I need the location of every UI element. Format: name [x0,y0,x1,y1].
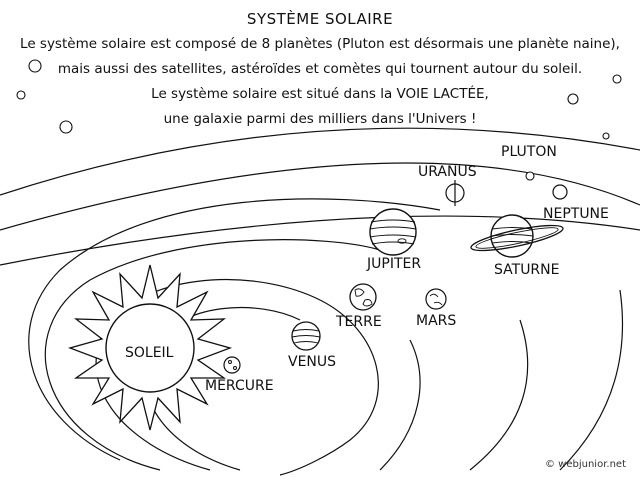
earth-label: TERRE [336,314,382,330]
star-icon [603,133,609,139]
intro-line: Le système solaire est composé de 8 planètes (Pluton est désormais une planète naine), [20,36,620,52]
intro-line: une galaxie parmi des milliers dans l'Univers ! [163,111,477,127]
uranus-drawing [446,180,464,206]
sun-label: SOLEIL [125,345,174,361]
jupiter-drawing [370,209,416,255]
orbit-path [470,320,528,470]
page-title: SYSTÈME SOLAIRE [246,10,394,28]
earth-drawing [350,284,376,310]
mercury-drawing [224,357,240,373]
mars-label: MARS [416,313,457,329]
pluto-drawing [526,172,534,180]
venus-label: VENUS [288,354,337,370]
mars-drawing [426,289,446,309]
copyright-notice: © webjunior.net [545,459,626,470]
pluto-label: PLUTON [501,144,557,160]
neptune-drawing [553,185,567,199]
jupiter-label: JUPITER [367,256,422,272]
uranus-label: URANUS [418,164,477,180]
orbit-path [0,128,640,195]
mercury-label: MERCURE [205,378,274,394]
venus-drawing [292,322,320,350]
saturn-label: SATURNE [494,262,560,278]
intro-line: mais aussi des satellites, astéroïdes et comètes qui tournent autour du soleil. [57,61,583,77]
orbit-path [380,340,420,470]
intro-line: Le système solaire est situé dans la VOIE LACTÉE, [151,86,489,102]
intro-text-block [0,10,640,132]
neptune-label: NEPTUNE [543,206,609,222]
orbit-path [560,290,623,470]
